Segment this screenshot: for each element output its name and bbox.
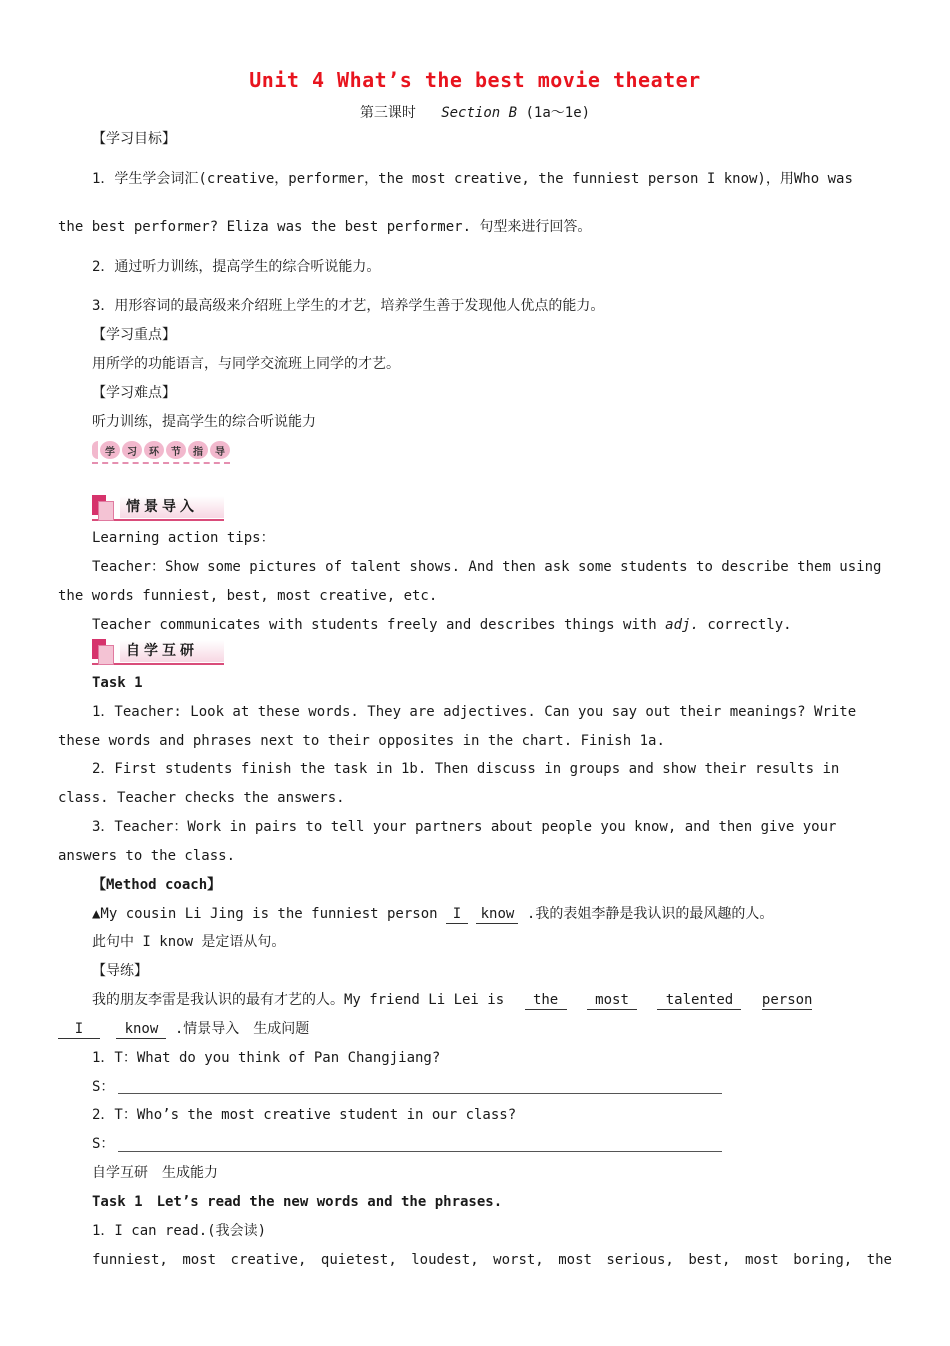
banner-char: 节 — [166, 441, 186, 459]
coach-suffix: .我的表姐李静是我认识的最风趣的人。 — [526, 906, 774, 922]
coach-blank-2: know — [476, 905, 518, 924]
teacher-line-1: Teacher：Show some pictures of talent shows. And then ask some students to describe them using — [92, 559, 882, 575]
section-marker-icon — [98, 501, 114, 521]
practice-sentence — [92, 991, 892, 1010]
action-tips: Learning action tips： — [92, 530, 275, 546]
task1-item3-line1: 3．Teacher：Work in pairs to tell your partners about people you know, and then give your — [92, 819, 837, 835]
banner-char: 环 — [144, 441, 164, 459]
section-label: Section B — [441, 105, 518, 121]
key-points-text: 用所学的功能语言，与同学交流班上同学的才艺。 — [92, 356, 400, 372]
practice-blank: talented — [657, 991, 741, 1010]
section-range: (1a～1e) — [525, 105, 591, 121]
question-2: 2．T：Who’s the most creative student in our class? — [92, 1107, 517, 1123]
word-list — [92, 1251, 892, 1269]
key-points-heading: 【学习重点】 — [92, 327, 176, 343]
self-study-heading: 自学互研 生成能力 — [92, 1165, 218, 1181]
practice-suffix: .情景导入 生成问题 — [174, 1021, 310, 1037]
task1-item3-line2: answers to the class. — [58, 848, 236, 864]
comm-adj: adj. — [665, 617, 699, 633]
word: most — [744, 1252, 779, 1268]
objective-1-line-1: 1．学生学会词汇(creative，performer，the most creative, the funniest person I know)，用Who was — [92, 171, 853, 187]
difficulties-text: 听力训练，提高学生的综合听说能力 — [92, 414, 316, 430]
word: the — [866, 1252, 892, 1268]
practice-blank: the — [525, 991, 567, 1010]
practice-blank: most — [587, 991, 637, 1010]
task1-read-title: Task 1 Let’s read the new words and the phrases. — [92, 1194, 503, 1210]
section-marker-icon — [98, 645, 114, 665]
practice-blank: person — [761, 992, 813, 1008]
objectives-heading: 【学习目标】 — [92, 131, 176, 147]
task1-item1-line2: these words and phrases next to their opposites in the chart. Finish 1a. — [58, 733, 665, 749]
comm-suffix: correctly. — [707, 617, 792, 633]
task-title: Task 1 — [92, 675, 143, 691]
method-coach-example — [92, 905, 892, 924]
section-header-label: 情景导入 — [120, 496, 224, 518]
word: creative, — [230, 1252, 307, 1268]
coach-blank-1: I — [446, 905, 468, 924]
practice-sentence-cont — [58, 1020, 892, 1039]
word: quietest, — [320, 1252, 397, 1268]
section-header-self-study — [92, 637, 224, 665]
word: serious, — [606, 1252, 674, 1268]
answer-line-2[interactable] — [118, 1150, 722, 1152]
page-title: Unit 4 What’s the best movie theater — [249, 68, 701, 92]
word: worst, — [493, 1252, 544, 1268]
coach-prefix: ▲My cousin Li Jing is the funniest person — [92, 906, 438, 922]
task1-item2-line1: 2．First students finish the task in 1b. Then discuss in groups and show their results in — [92, 761, 840, 777]
objective-3: 3．用形容词的最高级来介绍班上学生的才艺，培养学生善于发现他人优点的能力。 — [92, 298, 605, 314]
section-header-scene-intro — [92, 493, 224, 521]
banner-char: 指 — [188, 441, 208, 459]
word: most — [558, 1252, 592, 1268]
lesson-label: 第三课时 — [359, 105, 416, 121]
objective-1-line-2: the best performer? Eliza was the best performer. 句型来进行回答。 — [58, 219, 592, 235]
practice-prefix: 我的朋友李雷是我认识的最有才艺的人。My friend Li Lei is — [92, 992, 505, 1008]
word: most — [182, 1252, 217, 1268]
practice-blank: I — [58, 1020, 100, 1039]
word: loudest, — [411, 1252, 479, 1268]
word: funniest, — [92, 1252, 168, 1268]
comm-prefix: Teacher communicates with students freely and describes things with — [92, 617, 657, 633]
practice-heading: 【导练】 — [92, 963, 148, 979]
task1-item2-line2: class. Teacher checks the answers. — [58, 790, 345, 806]
page-subtitle — [0, 102, 950, 122]
teacher-line-2: the words funniest, best, most creative, etc. — [58, 588, 438, 604]
method-coach-note: 此句中 I know 是定语从句。 — [92, 934, 286, 950]
practice-blank: know — [116, 1020, 166, 1039]
task1-item1-line1: 1．Teacher: Look at these words. They are adjectives. Can you say out their meanings? Write — [92, 704, 857, 720]
banner-char: 习 — [122, 441, 142, 459]
answer-label-2: S： — [92, 1136, 115, 1152]
section-header-label: 自学互研 — [120, 640, 224, 662]
teacher-comm-line — [92, 616, 892, 634]
banner-cap — [92, 441, 98, 459]
question-1: 1．T：What do you think of Pan Changjiang? — [92, 1050, 441, 1066]
learning-guide-banner — [92, 438, 230, 464]
method-coach-heading: 【Method coach】 — [92, 877, 222, 893]
answer-label-1: S： — [92, 1079, 115, 1095]
objective-2: 2．通过听力训练，提高学生的综合听说能力。 — [92, 259, 381, 275]
word: boring, — [793, 1252, 853, 1268]
difficulties-heading: 【学习难点】 — [92, 385, 176, 401]
answer-line-1[interactable] — [118, 1092, 722, 1094]
banner-char: 导 — [210, 441, 230, 459]
can-read-line: 1．I can read.(我会读) — [92, 1223, 267, 1239]
word: best, — [688, 1252, 731, 1268]
banner-char: 学 — [100, 441, 120, 459]
